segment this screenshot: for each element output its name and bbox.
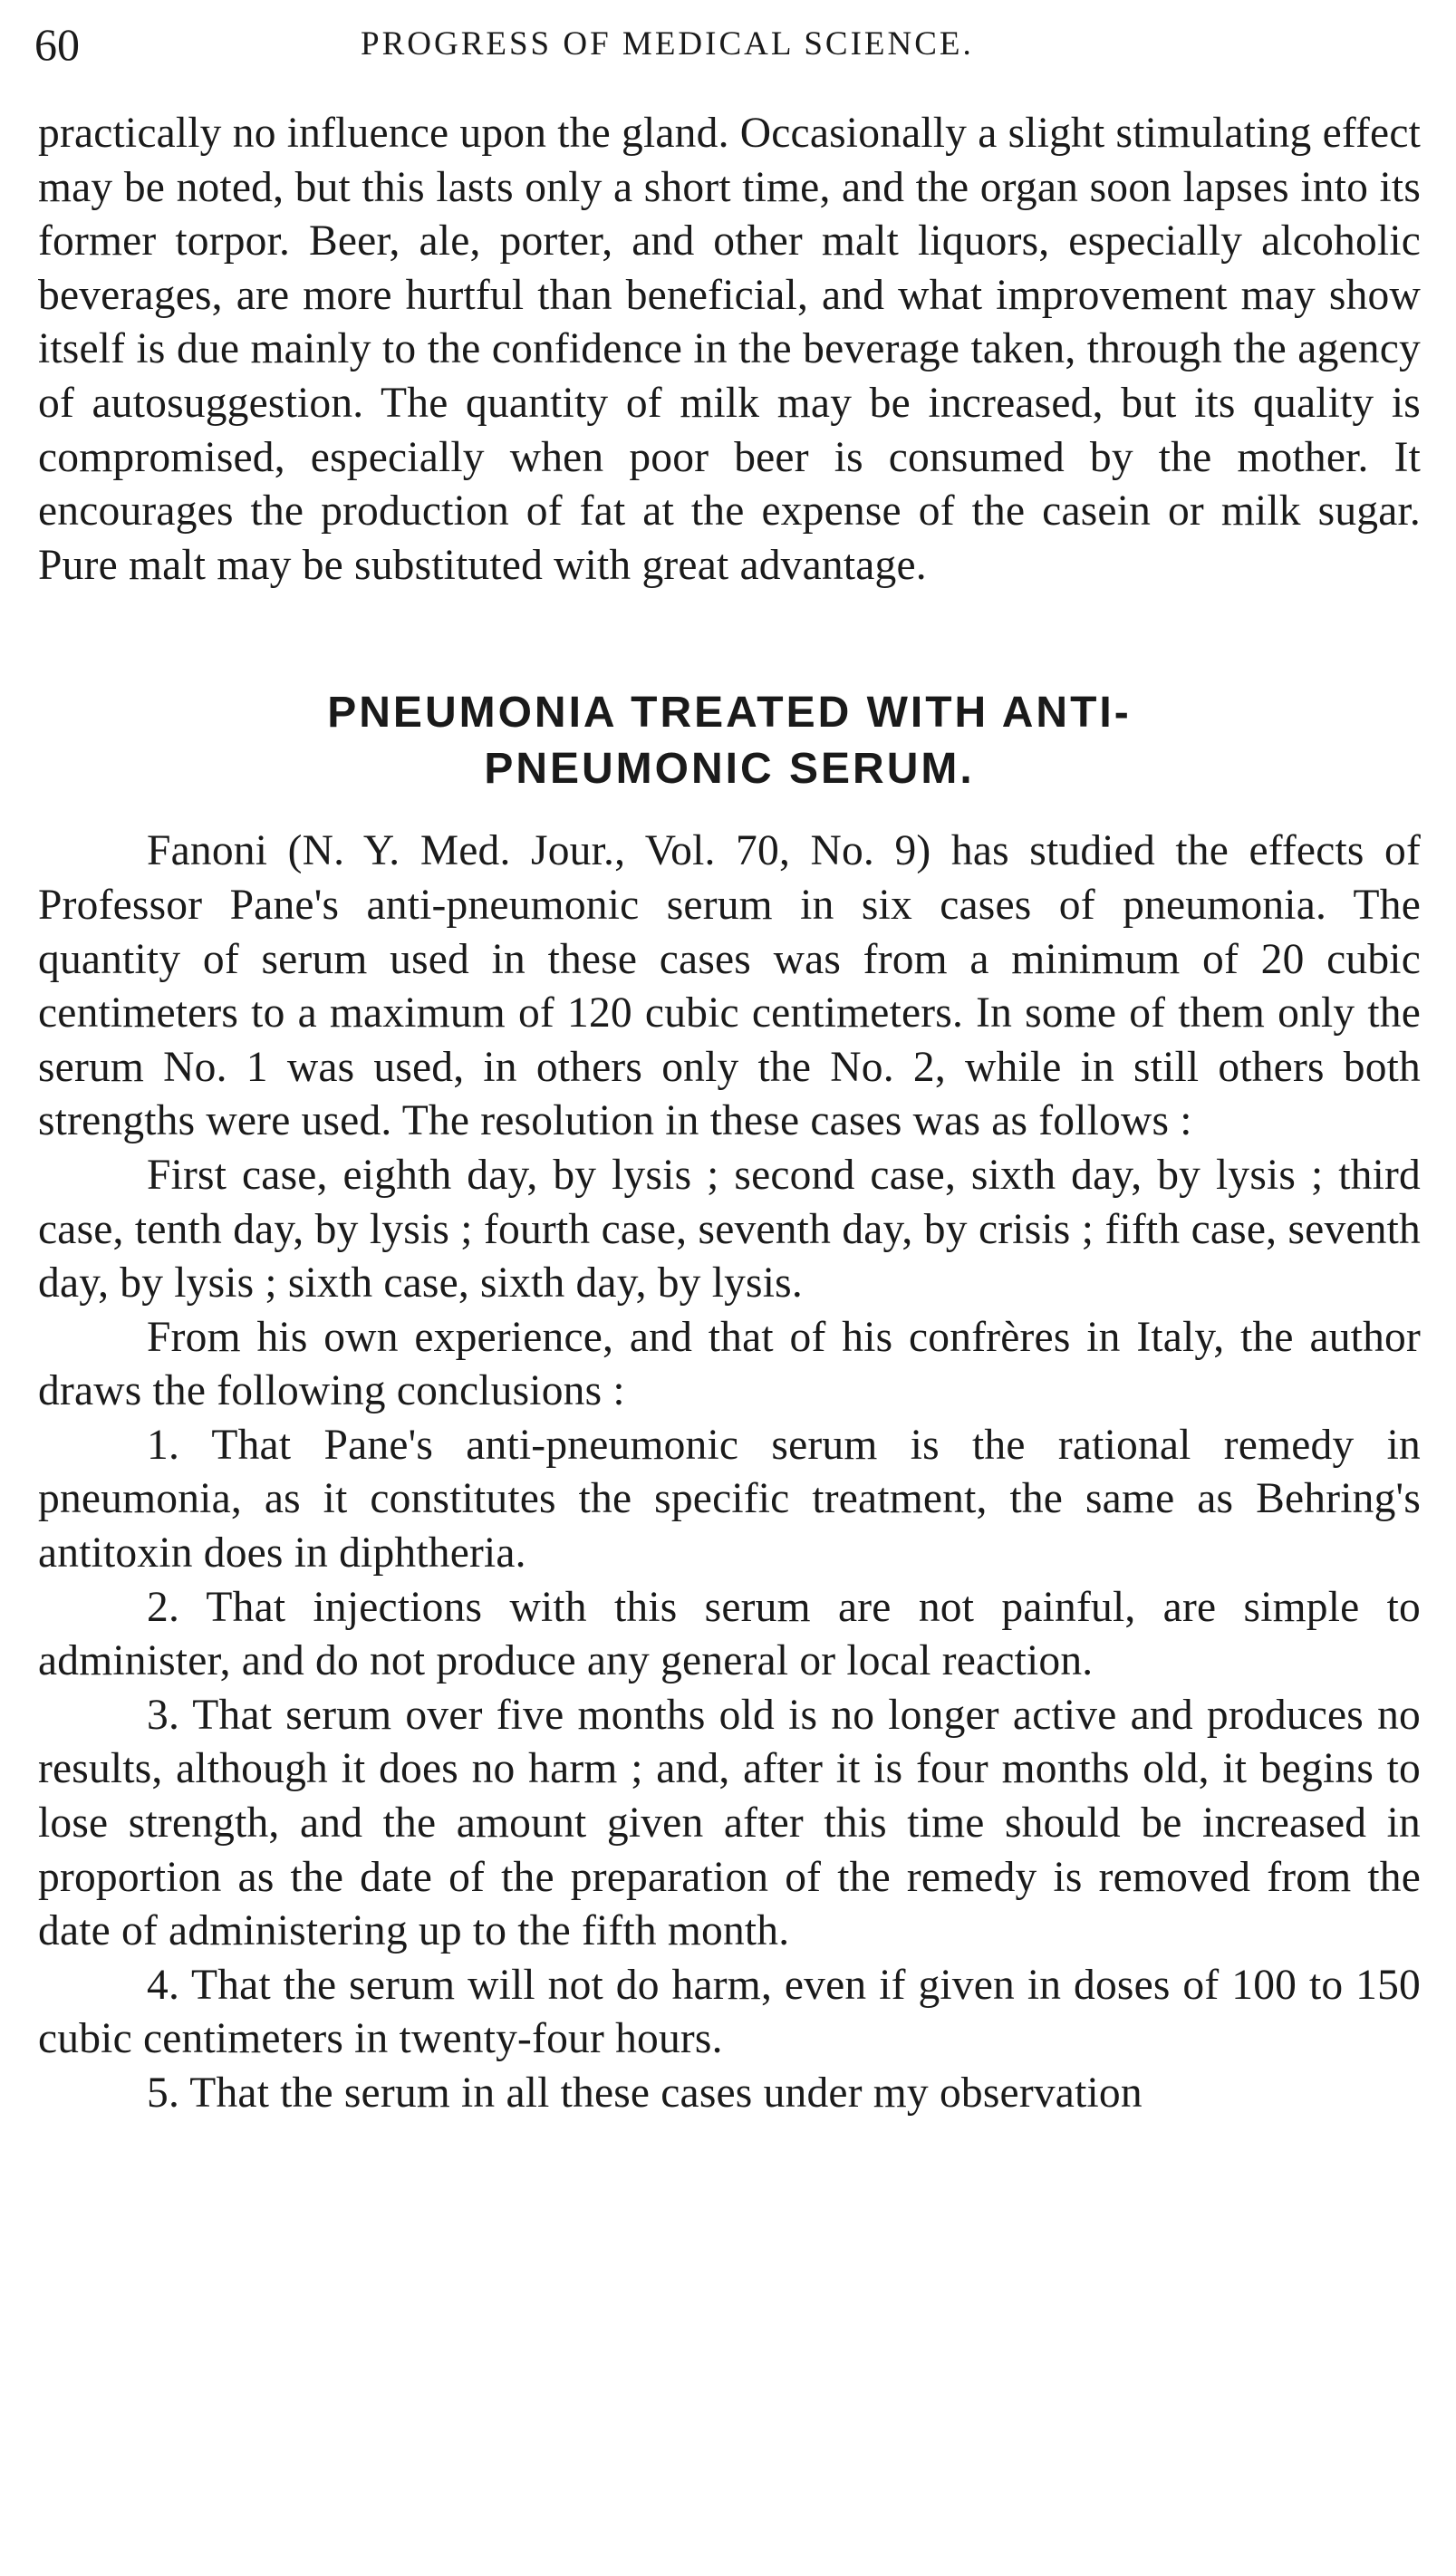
conclusion-1: 1. That Pane's anti-pneumonic serum is the rational remedy in pneumonia, as it constitutes the specific treatment, the same as Behring's antitoxin does in diphtheria.: [38, 1421, 1421, 1577]
conclusion-3: 3. That serum over five months old is no longer active and produces no results, although it does no harm ; and, after it is four months old, it begins to lose strength, and the amount given after this time should be increased in proportion as the date of the preparation of the remedy is removed from the date of administering up to the fifth month.: [38, 1691, 1421, 1955]
section-heading: PNEUMONIA TREATED WITH ANTI-PNEUMONIC SERUM.: [327, 689, 1132, 794]
paragraph-intro: Fanoni (N. Y. Med. Jour., Vol. 70, No. 9) has studied the effects of Professor Pane's anti-pneumonic serum in six cases of pneumonia. The quantity of serum used in these cases was from a minimum of 20 cubic centimeters to a maximum of 120 cubic centimeters. In some of them only the serum No. 1 was used, in others only the No. 2, while in still others both strengths were used. The resolution in these cases was as follows :: [38, 827, 1421, 1145]
page-number: 60: [34, 19, 80, 70]
body-text: [38, 107, 1421, 2121]
running-title: PROGRESS OF MEDICAL SCIENCE.: [361, 25, 974, 63]
paragraph-cases: First case, eighth day, by lysis ; second case, sixth day, by lysis ; third case, tenth day, by lysis ; fourth case, seventh day, by crisis ; fifth case, seventh day, by lysis ; sixth case, sixth day, by lysis.: [38, 1151, 1421, 1307]
conclusion-2: 2. That injections with this serum are not painful, are simple to administer, and do not produce any general or local reaction.: [38, 1583, 1421, 1685]
conclusion-5: 5. That the serum in all these cases under my observation: [147, 2069, 1143, 2117]
conclusion-4: 4. That the serum will not do harm, even if given in doses of 100 to 150 cubic centimeters in twenty-four hours.: [38, 1961, 1421, 2063]
paragraph-continuation: practically no influence upon the gland. Occasionally a slight stimulating effect may be noted, but this lasts only a short time, and the organ soon lapses into its former torpor. Beer, ale, porter, and other malt liquors, especially alcoholic beverages, are more hurtful than beneficial, and what improvement may show itself is due mainly to the confidence in the beverage taken, through the agency of autosuggestion. The quantity of milk may be increased, but its quality is compromised, especially when poor beer is consumed by the mother. It encourages the production of fat at the expense of the casein or milk sugar. Pure malt may be substituted with great advantage.: [38, 110, 1421, 589]
running-head: [34, 13, 1422, 76]
paragraph-conclusions-intro: From his own experience, and that of his confrères in Italy, the author draws the following conclusions :: [38, 1313, 1421, 1415]
